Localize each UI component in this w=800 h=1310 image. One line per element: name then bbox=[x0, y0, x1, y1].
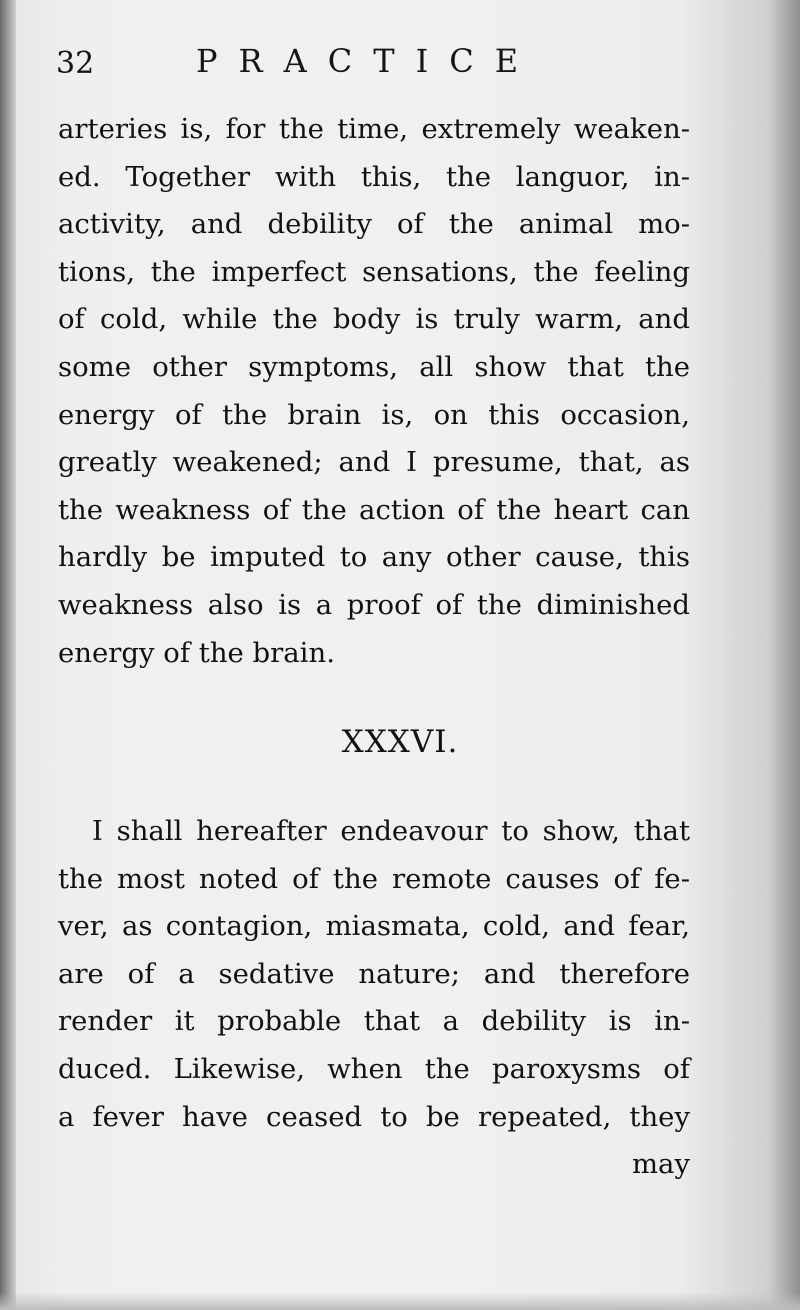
text-line: the weakness of the action of the heart can bbox=[58, 493, 690, 526]
text-line: some other symptoms, all show that the bbox=[58, 350, 690, 383]
text-line: greatly weakened; and I presume, that, as bbox=[58, 446, 690, 479]
text-line: energy of the brain is, on this occasion, bbox=[58, 398, 690, 431]
text-line: hardly be imputed to any other cause, this bbox=[58, 541, 690, 574]
page-header bbox=[56, 38, 696, 88]
text-line: ed. Together with this, the languor, in- bbox=[58, 160, 690, 193]
paragraph-2 bbox=[58, 808, 690, 1141]
text-line: the most noted of the remote causes of fe- bbox=[58, 862, 690, 895]
text-line: are of a sedative nature; and therefore bbox=[58, 957, 690, 990]
text-line: activity, and debility of the animal mo- bbox=[58, 208, 690, 241]
paragraph-1 bbox=[58, 106, 690, 677]
text-line: arteries is, for the time, extremely weaken- bbox=[58, 113, 690, 145]
section-heading: XXXVI. bbox=[341, 724, 459, 760]
text-line: ver, as contagion, miasmata, cold, and fear, bbox=[58, 910, 690, 943]
page-gutter-shadow bbox=[0, 0, 16, 1310]
text-line: tions, the imperfect sensations, the feeling bbox=[58, 255, 690, 288]
text-line: of cold, while the body is truly warm, and bbox=[58, 303, 690, 336]
text-line: a fever have ceased to be repeated, they bbox=[58, 1100, 690, 1133]
page-bottom-shadow bbox=[0, 1292, 800, 1310]
running-head: PRACTICE bbox=[196, 42, 540, 80]
catchword: may bbox=[631, 1148, 690, 1180]
page-number: 32 bbox=[56, 46, 95, 81]
text-line: weakness also is a proof of the diminished bbox=[58, 588, 690, 621]
text-line: I shall hereafter endeavour to show, that bbox=[92, 815, 690, 847]
text-line: render it probable that a debility is in- bbox=[58, 1005, 690, 1038]
text-line: duced. Likewise, when the paroxysms of bbox=[58, 1052, 690, 1085]
text-line: energy of the brain. bbox=[58, 636, 335, 669]
